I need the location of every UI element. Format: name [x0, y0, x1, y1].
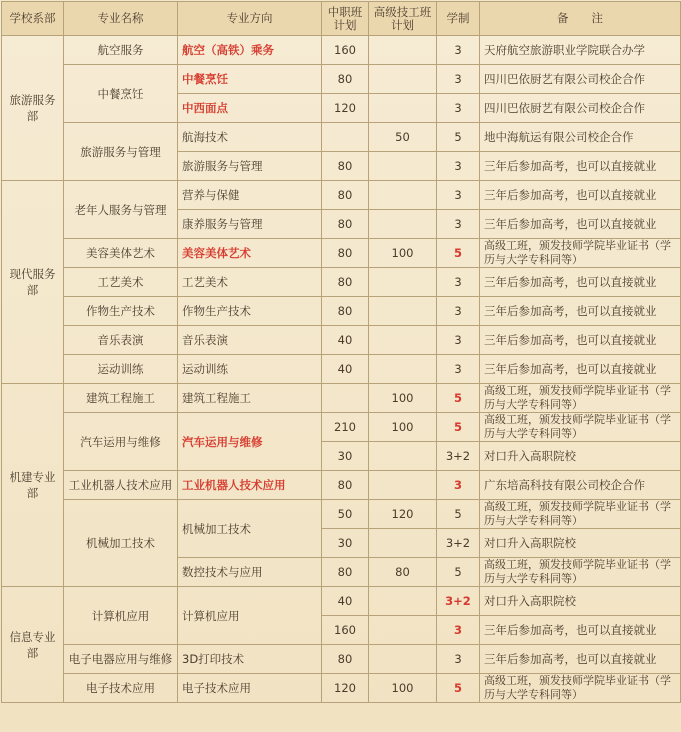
- dept-tourism: 旅游服务部: [2, 36, 64, 181]
- major-cell: 机械加工技术: [64, 500, 178, 587]
- major-cell: 电子技术应用: [64, 674, 178, 703]
- senior-tech-cell: [369, 65, 437, 94]
- major-cell: 汽车运用与维修: [64, 413, 178, 471]
- vocational-cell: 120: [322, 94, 369, 123]
- senior-tech-cell: [369, 297, 437, 326]
- vocational-cell: 80: [322, 239, 369, 268]
- direction-cell: 美容美体艺术: [178, 239, 322, 268]
- senior-tech-cell: [369, 355, 437, 384]
- senior-tech-cell: [369, 645, 437, 674]
- direction-cell: 工艺美术: [178, 268, 322, 297]
- table-row: [2, 239, 681, 268]
- vocational-cell: 30: [322, 442, 369, 471]
- vocational-cell: 80: [322, 558, 369, 587]
- table-row: [2, 36, 681, 65]
- duration-cell: 3: [437, 297, 480, 326]
- vocational-cell: 80: [322, 297, 369, 326]
- header-duration: 学制: [437, 2, 480, 36]
- remark-cell: 三年后参加高考，也可以直接就业: [480, 152, 681, 181]
- senior-tech-cell: [369, 529, 437, 558]
- remark-cell: 广东培高科技有限公司校企合作: [480, 471, 681, 500]
- table-row: [2, 297, 681, 326]
- header-senior-tech-plan: 高级技工班计划: [369, 2, 437, 36]
- senior-tech-cell: [369, 268, 437, 297]
- senior-tech-cell: [369, 36, 437, 65]
- senior-tech-cell: [369, 616, 437, 645]
- table-row: [2, 355, 681, 384]
- remark-cell: 四川巴依厨艺有限公司校企合作: [480, 94, 681, 123]
- major-cell: 美容美体艺术: [64, 239, 178, 268]
- duration-cell: 5: [437, 239, 480, 268]
- major-cell: 中餐烹饪: [64, 65, 178, 123]
- vocational-cell: 160: [322, 616, 369, 645]
- major-cell: 音乐表演: [64, 326, 178, 355]
- vocational-cell: 30: [322, 529, 369, 558]
- header-direction: 专业方向: [178, 2, 322, 36]
- duration-cell: 5: [437, 384, 480, 413]
- senior-tech-cell: [369, 94, 437, 123]
- vocational-cell: 80: [322, 152, 369, 181]
- table-row: [2, 384, 681, 413]
- direction-cell: 航空（高铁）乘务: [178, 36, 322, 65]
- enrollment-table: [1, 1, 681, 703]
- remark-cell: 高级工班，颁发技师学院毕业证书（学历与大学专科同等）: [480, 384, 681, 413]
- table-row: [2, 645, 681, 674]
- direction-cell: 中餐烹饪: [178, 65, 322, 94]
- direction-cell: 建筑工程施工: [178, 384, 322, 413]
- header-vocational-plan: 中职班计划: [322, 2, 369, 36]
- senior-tech-cell: 100: [369, 674, 437, 703]
- remark-cell: 天府航空旅游职业学院联合办学: [480, 36, 681, 65]
- major-cell: 老年人服务与管理: [64, 181, 178, 239]
- vocational-cell: [322, 123, 369, 152]
- dept-modern-services: 现代服务部: [2, 181, 64, 384]
- major-cell: 作物生产技术: [64, 297, 178, 326]
- direction-cell: 康养服务与管理: [178, 210, 322, 239]
- direction-cell: 作物生产技术: [178, 297, 322, 326]
- vocational-cell: 80: [322, 65, 369, 94]
- senior-tech-cell: [369, 152, 437, 181]
- page: [0, 1, 681, 732]
- duration-cell: 3: [437, 65, 480, 94]
- duration-cell: 5: [437, 413, 480, 442]
- remark-cell: 三年后参加高考，也可以直接就业: [480, 326, 681, 355]
- direction-cell: 航海技术: [178, 123, 322, 152]
- duration-cell: 5: [437, 500, 480, 529]
- major-cell: 工业机器人技术应用: [64, 471, 178, 500]
- vocational-cell: 80: [322, 210, 369, 239]
- senior-tech-cell: 80: [369, 558, 437, 587]
- direction-cell: 工业机器人技术应用: [178, 471, 322, 500]
- remark-cell: 高级工班，颁发技师学院毕业证书（学历与大学专科同等）: [480, 674, 681, 703]
- remark-cell: 高级工班，颁发技师学院毕业证书（学历与大学专科同等）: [480, 239, 681, 268]
- vocational-cell: 80: [322, 181, 369, 210]
- duration-cell: 3: [437, 471, 480, 500]
- major-cell: 工艺美术: [64, 268, 178, 297]
- remark-cell: 高级工班，颁发技师学院毕业证书（学历与大学专科同等）: [480, 413, 681, 442]
- vocational-cell: 80: [322, 268, 369, 297]
- duration-cell: 3: [437, 94, 480, 123]
- remark-cell: 三年后参加高考，也可以直接就业: [480, 268, 681, 297]
- direction-cell: 音乐表演: [178, 326, 322, 355]
- vocational-cell: 40: [322, 355, 369, 384]
- table-row: [2, 326, 681, 355]
- duration-cell: 3: [437, 152, 480, 181]
- table-row: [2, 471, 681, 500]
- direction-cell: 数控技术与应用: [178, 558, 322, 587]
- direction-cell: 汽车运用与维修: [178, 413, 322, 471]
- table-row: [2, 674, 681, 703]
- vocational-cell: 120: [322, 674, 369, 703]
- vocational-cell: 40: [322, 326, 369, 355]
- table-row: [2, 123, 681, 152]
- remark-cell: 三年后参加高考，也可以直接就业: [480, 297, 681, 326]
- vocational-cell: [322, 384, 369, 413]
- table-row: [2, 587, 681, 616]
- major-cell: 电子电器应用与维修: [64, 645, 178, 674]
- senior-tech-cell: [369, 326, 437, 355]
- direction-cell: 旅游服务与管理: [178, 152, 322, 181]
- remark-cell: 三年后参加高考，也可以直接就业: [480, 355, 681, 384]
- remark-cell: 对口升入高职院校: [480, 529, 681, 558]
- senior-tech-cell: 100: [369, 413, 437, 442]
- table-row: [2, 500, 681, 529]
- senior-tech-cell: [369, 210, 437, 239]
- header-row: [2, 2, 681, 36]
- senior-tech-cell: 50: [369, 123, 437, 152]
- direction-cell: 中西面点: [178, 94, 322, 123]
- vocational-cell: 210: [322, 413, 369, 442]
- duration-cell: 3+2: [437, 587, 480, 616]
- table-row: [2, 413, 681, 442]
- direction-cell: 运动训练: [178, 355, 322, 384]
- duration-cell: 5: [437, 558, 480, 587]
- direction-cell: 计算机应用: [178, 587, 322, 645]
- duration-cell: 3+2: [437, 442, 480, 471]
- senior-tech-cell: [369, 181, 437, 210]
- direction-cell: 电子技术应用: [178, 674, 322, 703]
- duration-cell: 3: [437, 616, 480, 645]
- duration-cell: 5: [437, 674, 480, 703]
- table-row: [2, 181, 681, 210]
- duration-cell: 3+2: [437, 529, 480, 558]
- duration-cell: 3: [437, 326, 480, 355]
- remark-cell: 三年后参加高考，也可以直接就业: [480, 616, 681, 645]
- senior-tech-cell: 120: [369, 500, 437, 529]
- header-major: 专业名称: [64, 2, 178, 36]
- header-department: 学校系部: [2, 2, 64, 36]
- duration-cell: 3: [437, 268, 480, 297]
- senior-tech-cell: [369, 587, 437, 616]
- duration-cell: 3: [437, 181, 480, 210]
- senior-tech-cell: [369, 471, 437, 500]
- vocational-cell: 160: [322, 36, 369, 65]
- table-row: [2, 65, 681, 94]
- senior-tech-cell: 100: [369, 384, 437, 413]
- major-cell: 运动训练: [64, 355, 178, 384]
- remark-cell: 对口升入高职院校: [480, 442, 681, 471]
- remark-cell: 高级工班，颁发技师学院毕业证书（学历与大学专科同等）: [480, 500, 681, 529]
- senior-tech-cell: [369, 442, 437, 471]
- header-remarks: 备 注: [480, 2, 681, 36]
- duration-cell: 3: [437, 36, 480, 65]
- duration-cell: 3: [437, 645, 480, 674]
- direction-cell: 3D打印技术: [178, 645, 322, 674]
- vocational-cell: 80: [322, 645, 369, 674]
- major-cell: 航空服务: [64, 36, 178, 65]
- vocational-cell: 80: [322, 471, 369, 500]
- direction-cell: 机械加工技术: [178, 500, 322, 558]
- remark-cell: 地中海航运有限公司校企合作: [480, 123, 681, 152]
- duration-cell: 3: [437, 355, 480, 384]
- duration-cell: 5: [437, 123, 480, 152]
- dept-mechanical: 机建专业部: [2, 384, 64, 587]
- remark-cell: 对口升入高职院校: [480, 587, 681, 616]
- remark-cell: 四川巴依厨艺有限公司校企合作: [480, 65, 681, 94]
- remark-cell: 三年后参加高考，也可以直接就业: [480, 210, 681, 239]
- vocational-cell: 40: [322, 587, 369, 616]
- remark-cell: 三年后参加高考，也可以直接就业: [480, 645, 681, 674]
- vocational-cell: 50: [322, 500, 369, 529]
- senior-tech-cell: 100: [369, 239, 437, 268]
- table-row: [2, 268, 681, 297]
- dept-information: 信息专业部: [2, 587, 64, 703]
- direction-cell: 营养与保健: [178, 181, 322, 210]
- major-cell: 旅游服务与管理: [64, 123, 178, 181]
- remark-cell: 高级工班，颁发技师学院毕业证书（学历与大学专科同等）: [480, 558, 681, 587]
- major-cell: 计算机应用: [64, 587, 178, 645]
- major-cell: 建筑工程施工: [64, 384, 178, 413]
- remark-cell: 三年后参加高考，也可以直接就业: [480, 181, 681, 210]
- duration-cell: 3: [437, 210, 480, 239]
